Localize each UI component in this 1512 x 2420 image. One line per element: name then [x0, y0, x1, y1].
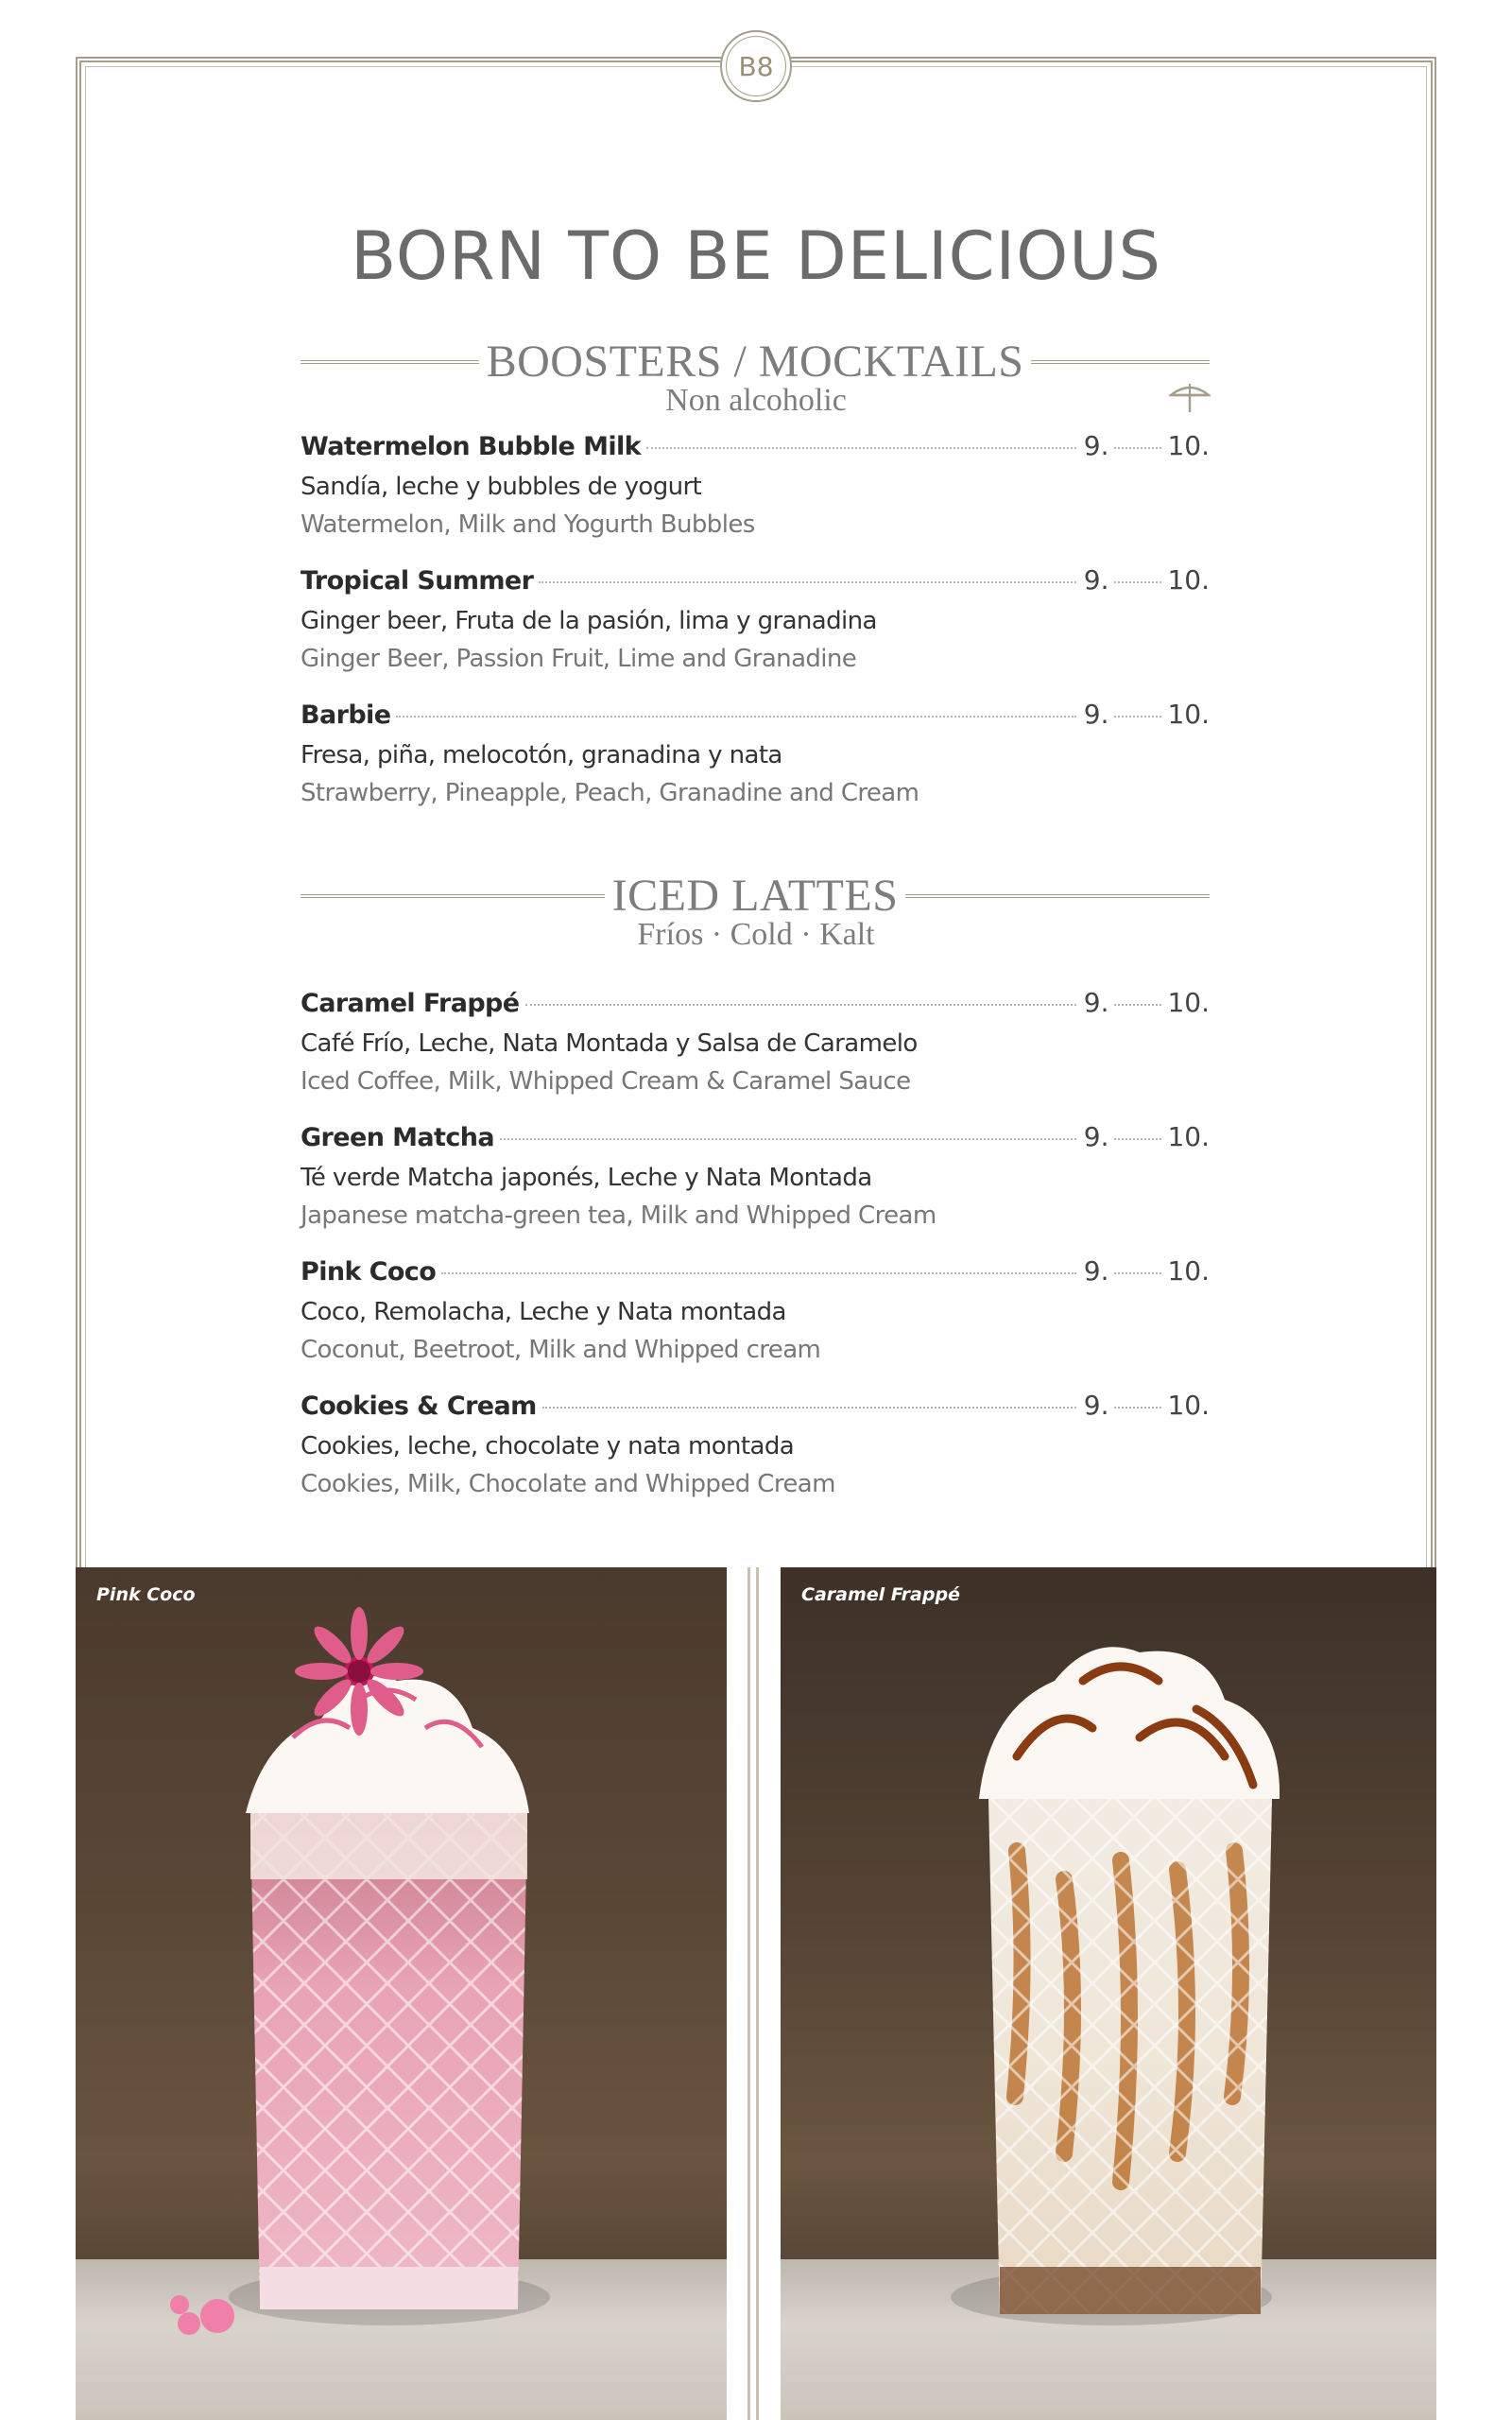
menu-item — [301, 1390, 1210, 1503]
leader-dots — [396, 716, 1075, 717]
leader-dots — [1114, 1407, 1161, 1409]
photo-caramel-frappe — [781, 1567, 1436, 2420]
section-subtitle: Fríos · Cold · Kalt — [637, 917, 875, 952]
item-name: Barbie — [301, 700, 391, 730]
item-name: Cookies & Cream — [301, 1392, 537, 1421]
item-price-large: 10. — [1167, 699, 1210, 730]
photo-pink-coco — [76, 1567, 727, 2420]
leader-dots — [542, 1407, 1076, 1409]
caramel-frappe-glass-illustration — [781, 1567, 1436, 2420]
item-description-es: Fresa, piña, melocotón, granadina y nata — [301, 741, 782, 769]
leader-dots — [1114, 1138, 1161, 1140]
leader-dots — [646, 447, 1076, 449]
menu-item — [301, 564, 1210, 678]
section-header-boosters — [301, 336, 1210, 388]
menu-item — [301, 1255, 1210, 1369]
item-name: Caramel Frappé — [301, 989, 520, 1018]
leader-dots — [500, 1138, 1076, 1140]
item-description-en: Ginger Beer, Passion Fruit, Lime and Granadine — [301, 645, 857, 673]
leader-dots — [539, 581, 1075, 583]
section-rule-right — [905, 894, 1210, 898]
leader-dots — [441, 1272, 1076, 1274]
item-price-small: 9. — [1083, 564, 1109, 596]
menu-item — [301, 1121, 1210, 1235]
item-price-small: 9. — [1083, 1121, 1109, 1152]
section-rule-right — [1031, 360, 1210, 364]
item-name: Pink Coco — [301, 1257, 437, 1287]
item-description-en: Coconut, Beetroot, Milk and Whipped cream — [301, 1336, 821, 1364]
leader-dots — [1114, 1272, 1161, 1274]
item-description-es: Ginger beer, Fruta de la pasión, lima y granadina — [301, 607, 877, 635]
item-price-small: 9. — [1083, 699, 1109, 730]
item-price-large: 10. — [1167, 1255, 1210, 1287]
leader-dots — [1114, 1004, 1161, 1006]
section-header-iced-lattes — [301, 870, 1210, 922]
item-price-small: 9. — [1083, 1255, 1109, 1287]
item-description-es: Cookies, leche, chocolate y nata montada — [301, 1432, 795, 1461]
item-description-es: Coco, Remolacha, Leche y Nata montada — [301, 1298, 786, 1326]
leader-dots — [525, 1004, 1076, 1006]
item-price-small: 9. — [1083, 430, 1109, 461]
menu-item — [301, 430, 1210, 544]
item-price-large: 10. — [1167, 1121, 1210, 1152]
page-title: BORN TO BE DELICIOUS — [351, 217, 1161, 295]
menu-item — [301, 987, 1210, 1100]
item-price-large: 10. — [1167, 987, 1210, 1018]
item-price-large: 10. — [1167, 564, 1210, 596]
item-price-large: 10. — [1167, 1390, 1210, 1421]
item-description-en: Strawberry, Pineapple, Peach, Granadine and Cream — [301, 779, 919, 807]
photo-divider — [747, 1567, 759, 2420]
item-name: Watermelon Bubble Milk — [301, 432, 642, 461]
item-description-es: Té verde Matcha japonés, Leche y Nata Montada — [301, 1164, 872, 1192]
leader-dots — [1114, 581, 1161, 583]
section-rule-left — [301, 894, 605, 898]
item-description-es: Café Frío, Leche, Nata Montada y Salsa de Caramelo — [301, 1029, 918, 1058]
leader-dots — [1114, 716, 1161, 717]
page-number: B8 — [726, 36, 786, 96]
section-subtitle: Non alcoholic — [665, 383, 847, 418]
item-price-small: 9. — [1083, 1390, 1109, 1421]
leader-dots — [1114, 447, 1161, 449]
item-price-small: 9. — [1083, 987, 1109, 1018]
section-rule-left — [301, 360, 479, 364]
section-title: BOOSTERS / MOCKTAILS — [486, 337, 1024, 387]
item-description-es: Sandía, leche y bubbles de yogurt — [301, 473, 702, 501]
item-description-en: Japanese matcha-green tea, Milk and Whipped Cream — [301, 1201, 936, 1230]
item-price-large: 10. — [1167, 430, 1210, 461]
item-description-en: Watermelon, Milk and Yogurth Bubbles — [301, 510, 755, 539]
photo-caption: Caramel Frappé — [801, 1584, 960, 1605]
section-title: ICED LATTES — [611, 871, 899, 921]
item-name: Tropical Summer — [301, 566, 534, 596]
umbrella-icon — [1169, 380, 1211, 414]
photo-caption: Pink Coco — [96, 1584, 196, 1605]
pink-coco-glass-illustration — [76, 1567, 727, 2420]
item-description-en: Cookies, Milk, Chocolate and Whipped Cream — [301, 1470, 835, 1498]
menu-item — [301, 699, 1210, 812]
item-name: Green Matcha — [301, 1123, 494, 1152]
item-description-en: Iced Coffee, Milk, Whipped Cream & Caramel Sauce — [301, 1067, 911, 1096]
